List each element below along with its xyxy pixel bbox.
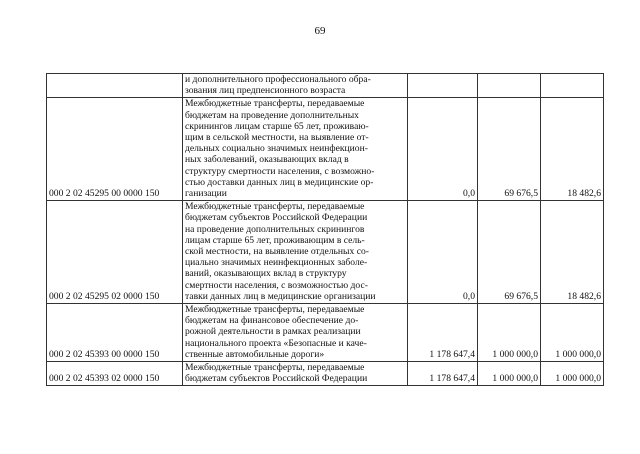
description-line: рожной деятельности в рамках реализации (185, 326, 361, 338)
table-row (47, 362, 604, 386)
description-line: зования лиц предпенсионного возраста (185, 85, 346, 97)
amount-year-2: 1 000 000,0 (478, 304, 541, 362)
amount-year-3 (541, 74, 604, 98)
page-number: 69 (314, 25, 326, 37)
table-row (47, 304, 604, 362)
description-line: Межбюджетные трансферты, передаваемые (185, 201, 365, 213)
amount-year-2: 69 676,5 (478, 201, 541, 304)
description-line: ственные автомобильные дороги» (185, 348, 325, 360)
description-line: лицам старше 65 лет, проживающим в сель- (185, 234, 365, 246)
amount-year-3: 18 482,6 (541, 98, 604, 201)
revenue-description (183, 201, 408, 304)
description-line: бюджетам на проведение дополнительных (185, 109, 359, 121)
revenue-description (183, 362, 408, 386)
description-line: на проведение дополнительных скринингов (185, 223, 365, 235)
classification-code: 000 2 02 45295 00 0000 150 (47, 98, 183, 201)
description-line: тавки данных лиц в медицинские организации (185, 290, 376, 302)
description-line: бюджетам субъектов Российской Федерации (185, 212, 368, 224)
table-row (47, 74, 604, 98)
budget-table-body (47, 74, 604, 386)
table-row (47, 201, 604, 304)
revenue-description (183, 74, 408, 98)
description-line: циально значимых неинфекционных заболе- (185, 257, 368, 269)
amount-year-3: 1 000 000,0 (541, 362, 604, 386)
amount-year-3: 18 482,6 (541, 201, 604, 304)
amount-year-1: 1 178 647,4 (408, 362, 478, 386)
amount-year-1: 0,0 (408, 98, 478, 201)
description-line: ных заболеваний, оказывающих вклад в (185, 154, 349, 166)
description-line: Межбюджетные трансферты, передаваемые (185, 362, 365, 374)
description-line: национального проекта «Безопасные и каче- (185, 337, 367, 349)
description-line: Межбюджетные трансферты, передаваемые (185, 304, 365, 316)
description-line: ской местности, на выявление отдельных со- (185, 246, 369, 258)
description-line: Межбюджетные трансферты, передаваемые (185, 98, 365, 110)
description-line: ваний, оказывающих вклад в структуру (185, 268, 347, 280)
classification-code: 000 2 02 45295 02 0000 150 (47, 201, 183, 304)
amount-year-2: 1 000 000,0 (478, 362, 541, 386)
description-line: бюджетам субъектов Российской Федерации (185, 373, 368, 385)
budget-table (46, 73, 604, 386)
description-line: бюджетам на финансовое обеспечение до- (185, 315, 359, 327)
classification-code: 000 2 02 45393 00 0000 150 (47, 304, 183, 362)
table-row (47, 98, 604, 201)
description-line: щим в сельской местности, на выявление от- (185, 132, 369, 144)
description-line: скринингов лицам старше 65 лет, проживаю- (185, 120, 369, 132)
description-line: структуру смертности населения, с возможно- (185, 165, 375, 177)
classification-code: 000 2 02 45393 02 0000 150 (47, 362, 183, 386)
description-line: дельных социально значимых неинфекцион- (185, 143, 368, 155)
amount-year-1 (408, 74, 478, 98)
revenue-description (183, 98, 408, 201)
amount-year-3: 1 000 000,0 (541, 304, 604, 362)
revenue-description (183, 304, 408, 362)
amount-year-2 (478, 74, 541, 98)
amount-year-1: 1 178 647,4 (408, 304, 478, 362)
amount-year-1: 0,0 (408, 201, 478, 304)
description-line: стью доставки данных лиц в медицинские ор- (185, 176, 374, 188)
description-line: ганизации (185, 188, 227, 200)
description-line: смертности населения, с возможностью дос- (185, 279, 368, 291)
description-line: и дополнительного профессионального обра- (185, 74, 371, 85)
amount-year-2: 69 676,5 (478, 98, 541, 201)
classification-code (47, 74, 183, 98)
